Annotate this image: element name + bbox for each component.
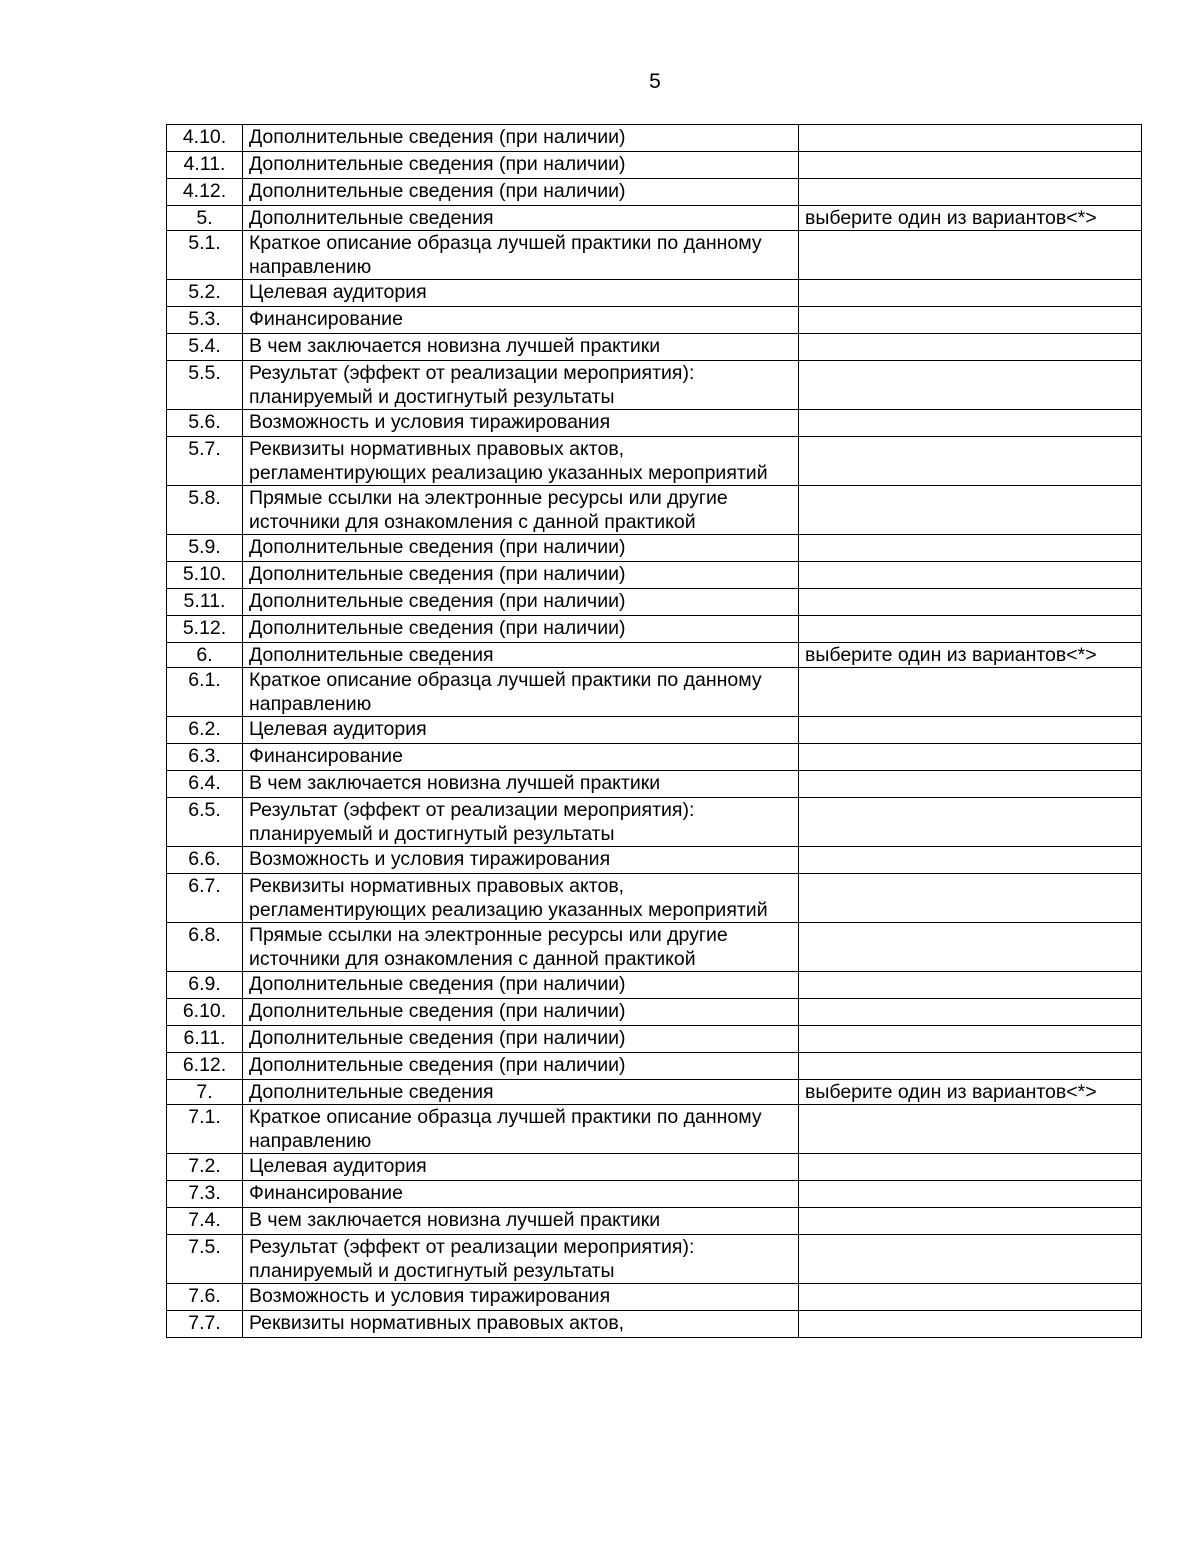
table-row bbox=[167, 1154, 1142, 1181]
value-cell[interactable] bbox=[799, 307, 1142, 334]
row-number: 5.8. bbox=[167, 486, 243, 535]
table-row bbox=[167, 231, 1142, 280]
row-label: Краткое описание образца лучшей практики по данному направлению bbox=[243, 668, 799, 717]
row-number: 5.2. bbox=[167, 280, 243, 307]
table-row bbox=[167, 798, 1142, 847]
row-number: 5.9. bbox=[167, 535, 243, 562]
table-row bbox=[167, 179, 1142, 206]
table-row bbox=[167, 771, 1142, 798]
table-row bbox=[167, 206, 1142, 231]
row-number: 6.7. bbox=[167, 874, 243, 923]
row-label: Дополнительные сведения (при наличии) bbox=[243, 972, 799, 999]
value-cell[interactable] bbox=[799, 798, 1142, 847]
table-row bbox=[167, 1105, 1142, 1154]
value-cell[interactable] bbox=[799, 1311, 1142, 1338]
table-row bbox=[167, 410, 1142, 437]
row-label: Краткое описание образца лучшей практики по данному направлению bbox=[243, 231, 799, 280]
value-cell[interactable] bbox=[799, 334, 1142, 361]
value-cell[interactable] bbox=[799, 744, 1142, 771]
row-label: В чем заключается новизна лучшей практики bbox=[243, 771, 799, 798]
value-cell[interactable] bbox=[799, 1208, 1142, 1235]
table-row bbox=[167, 744, 1142, 771]
value-cell[interactable] bbox=[799, 999, 1142, 1026]
value-cell[interactable] bbox=[799, 125, 1142, 152]
value-cell[interactable] bbox=[799, 874, 1142, 923]
table-row bbox=[167, 1026, 1142, 1053]
table-row bbox=[167, 1080, 1142, 1105]
value-cell[interactable] bbox=[799, 1053, 1142, 1080]
table-row bbox=[167, 874, 1142, 923]
value-cell[interactable] bbox=[799, 923, 1142, 972]
row-label: Реквизиты нормативных правовых актов, регламентирующих реализацию указанных мероприятий bbox=[243, 874, 799, 923]
value-cell[interactable] bbox=[799, 847, 1142, 874]
row-label: Дополнительные сведения (при наличии) bbox=[243, 179, 799, 206]
row-label: В чем заключается новизна лучшей практики bbox=[243, 334, 799, 361]
table-row bbox=[167, 562, 1142, 589]
row-label: Финансирование bbox=[243, 744, 799, 771]
row-label: Результат (эффект от реализации мероприятия): планируемый и достигнутый результаты bbox=[243, 361, 799, 410]
row-number: 6.10. bbox=[167, 999, 243, 1026]
row-label: Целевая аудитория bbox=[243, 717, 799, 744]
row-label: Дополнительные сведения (при наличии) bbox=[243, 152, 799, 179]
row-number: 6.5. bbox=[167, 798, 243, 847]
table-row bbox=[167, 1181, 1142, 1208]
row-number: 5.1. bbox=[167, 231, 243, 280]
table-row bbox=[167, 280, 1142, 307]
row-number: 7.4. bbox=[167, 1208, 243, 1235]
table-row bbox=[167, 152, 1142, 179]
row-number: 6.3. bbox=[167, 744, 243, 771]
table-row bbox=[167, 999, 1142, 1026]
option-select-cell[interactable]: выберите один из вариантов<*> bbox=[799, 206, 1142, 231]
row-label: Дополнительные сведения (при наличии) bbox=[243, 999, 799, 1026]
page-number: 5 bbox=[649, 70, 661, 93]
row-number: 6.8. bbox=[167, 923, 243, 972]
value-cell[interactable] bbox=[799, 280, 1142, 307]
row-number: 4.11. bbox=[167, 152, 243, 179]
table-row bbox=[167, 1053, 1142, 1080]
row-number: 5.11. bbox=[167, 589, 243, 616]
row-label: Дополнительные сведения (при наличии) bbox=[243, 562, 799, 589]
row-label: Дополнительные сведения (при наличии) bbox=[243, 1026, 799, 1053]
table-row bbox=[167, 334, 1142, 361]
value-cell[interactable] bbox=[799, 668, 1142, 717]
value-cell[interactable] bbox=[799, 486, 1142, 535]
value-cell[interactable] bbox=[799, 1105, 1142, 1154]
table-row bbox=[167, 972, 1142, 999]
row-label: Дополнительные сведения (при наличии) bbox=[243, 1053, 799, 1080]
row-label: Результат (эффект от реализации мероприятия): планируемый и достигнутый результаты bbox=[243, 1235, 799, 1284]
row-label: Дополнительные сведения (при наличии) bbox=[243, 125, 799, 152]
row-label: Возможность и условия тиражирования bbox=[243, 1284, 799, 1311]
value-cell[interactable] bbox=[799, 589, 1142, 616]
row-label: В чем заключается новизна лучшей практики bbox=[243, 1208, 799, 1235]
row-number: 7.5. bbox=[167, 1235, 243, 1284]
value-cell[interactable] bbox=[799, 1154, 1142, 1181]
value-cell[interactable] bbox=[799, 717, 1142, 744]
row-label: Дополнительные сведения bbox=[243, 1080, 799, 1105]
row-number: 5.4. bbox=[167, 334, 243, 361]
table-row bbox=[167, 535, 1142, 562]
practice-form-table bbox=[166, 124, 1142, 1338]
row-number: 5.10. bbox=[167, 562, 243, 589]
row-number: 5.12. bbox=[167, 616, 243, 643]
row-number: 6.6. bbox=[167, 847, 243, 874]
table-row bbox=[167, 616, 1142, 643]
row-label: Дополнительные сведения (при наличии) bbox=[243, 589, 799, 616]
row-label: Краткое описание образца лучшей практики по данному направлению bbox=[243, 1105, 799, 1154]
row-number: 6.9. bbox=[167, 972, 243, 999]
row-label: Дополнительные сведения bbox=[243, 643, 799, 668]
row-number: 6.1. bbox=[167, 668, 243, 717]
table-row bbox=[167, 125, 1142, 152]
row-number: 7. bbox=[167, 1080, 243, 1105]
row-number: 5. bbox=[167, 206, 243, 231]
value-cell[interactable] bbox=[799, 152, 1142, 179]
value-cell[interactable] bbox=[799, 437, 1142, 486]
row-number: 7.7. bbox=[167, 1311, 243, 1338]
value-cell[interactable] bbox=[799, 179, 1142, 206]
table-row bbox=[167, 486, 1142, 535]
row-number: 7.2. bbox=[167, 1154, 243, 1181]
table-row bbox=[167, 717, 1142, 744]
row-label: Прямые ссылки на электронные ресурсы или другие источники для ознакомления с данной практикой bbox=[243, 923, 799, 972]
row-label: Возможность и условия тиражирования bbox=[243, 847, 799, 874]
row-number: 7.6. bbox=[167, 1284, 243, 1311]
row-number: 6.2. bbox=[167, 717, 243, 744]
table-row bbox=[167, 361, 1142, 410]
form-table-body bbox=[167, 125, 1142, 1338]
row-number: 5.7. bbox=[167, 437, 243, 486]
row-number: 7.1. bbox=[167, 1105, 243, 1154]
row-label: Целевая аудитория bbox=[243, 1154, 799, 1181]
row-label: Финансирование bbox=[243, 1181, 799, 1208]
value-cell[interactable] bbox=[799, 410, 1142, 437]
value-cell[interactable] bbox=[799, 972, 1142, 999]
row-label: Дополнительные сведения (при наличии) bbox=[243, 616, 799, 643]
option-select-cell[interactable]: выберите один из вариантов<*> bbox=[799, 1080, 1142, 1105]
table-row bbox=[167, 1235, 1142, 1284]
row-label: Прямые ссылки на электронные ресурсы или другие источники для ознакомления с данной практикой bbox=[243, 486, 799, 535]
row-number: 5.5. bbox=[167, 361, 243, 410]
value-cell[interactable] bbox=[799, 1284, 1142, 1311]
row-number: 5.6. bbox=[167, 410, 243, 437]
row-label: Реквизиты нормативных правовых актов, bbox=[243, 1311, 799, 1338]
row-number: 5.3. bbox=[167, 307, 243, 334]
table-row bbox=[167, 923, 1142, 972]
table-row bbox=[167, 643, 1142, 668]
table-row bbox=[167, 307, 1142, 334]
value-cell[interactable] bbox=[799, 562, 1142, 589]
value-cell[interactable] bbox=[799, 361, 1142, 410]
row-number: 7.3. bbox=[167, 1181, 243, 1208]
value-cell[interactable] bbox=[799, 1026, 1142, 1053]
row-label: Возможность и условия тиражирования bbox=[243, 410, 799, 437]
value-cell[interactable] bbox=[799, 231, 1142, 280]
row-label: Дополнительные сведения bbox=[243, 206, 799, 231]
table-row bbox=[167, 589, 1142, 616]
option-select-cell[interactable]: выберите один из вариантов<*> bbox=[799, 643, 1142, 668]
table-row bbox=[167, 1284, 1142, 1311]
row-label: Дополнительные сведения (при наличии) bbox=[243, 535, 799, 562]
value-cell[interactable] bbox=[799, 1181, 1142, 1208]
table-row bbox=[167, 847, 1142, 874]
table-row bbox=[167, 668, 1142, 717]
row-label: Целевая аудитория bbox=[243, 280, 799, 307]
table-row bbox=[167, 1311, 1142, 1338]
row-number: 6.12. bbox=[167, 1053, 243, 1080]
row-number: 4.10. bbox=[167, 125, 243, 152]
value-cell[interactable] bbox=[799, 1235, 1142, 1284]
row-number: 4.12. bbox=[167, 179, 243, 206]
row-label: Финансирование bbox=[243, 307, 799, 334]
row-number: 6. bbox=[167, 643, 243, 668]
row-number: 6.11. bbox=[167, 1026, 243, 1053]
value-cell[interactable] bbox=[799, 535, 1142, 562]
table-row bbox=[167, 437, 1142, 486]
row-label: Результат (эффект от реализации мероприятия): планируемый и достигнутый результаты bbox=[243, 798, 799, 847]
row-label: Реквизиты нормативных правовых актов, регламентирующих реализацию указанных мероприятий bbox=[243, 437, 799, 486]
value-cell[interactable] bbox=[799, 616, 1142, 643]
row-number: 6.4. bbox=[167, 771, 243, 798]
value-cell[interactable] bbox=[799, 771, 1142, 798]
table-row bbox=[167, 1208, 1142, 1235]
